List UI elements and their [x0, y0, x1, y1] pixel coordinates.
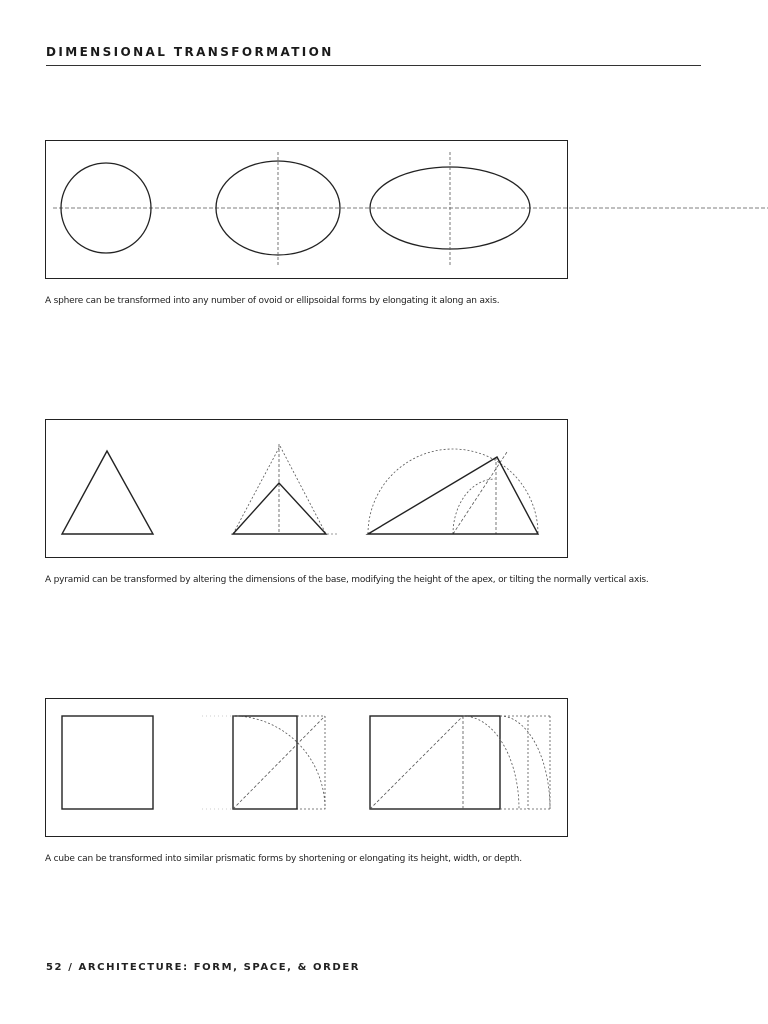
sphere-caption: A sphere can be transformed into any number of ovoid or ellipsoidal forms by elongating it along an axis.	[45, 296, 500, 306]
figure-frame	[46, 141, 568, 279]
page-footer: 52 / ARCHITECTURE: FORM, SPACE, & ORDER	[46, 962, 361, 973]
figure-frame	[46, 420, 568, 558]
pyramid-diagram	[45, 419, 568, 558]
cube-caption: A cube can be transformed into similar prismatic forms by shortening or elongating its height, width, or depth.	[45, 854, 522, 864]
tilted-pyramid-triangle	[368, 457, 538, 534]
elongated-rectangle	[370, 716, 500, 809]
pyramid-caption: A pyramid can be transformed by altering the dimensions of the base, modifying the height of the apex, or tilting the normally vertical axis.	[45, 575, 649, 585]
sphere-diagram	[45, 140, 568, 279]
figure-pyramid-transformation	[45, 419, 568, 558]
figure-sphere-transformation	[45, 140, 568, 279]
elongated-arc-2	[500, 716, 550, 809]
tall-pyramid-outline	[233, 446, 326, 534]
tilt-arc-large	[368, 449, 538, 534]
pyramid-triangle	[62, 451, 153, 534]
cube-square	[62, 716, 153, 809]
figure-frame	[46, 699, 568, 837]
shortened-rectangle	[233, 716, 297, 809]
cube-diagram	[45, 698, 568, 837]
shortened-diagonal	[233, 716, 325, 809]
elongated-diagonal	[370, 716, 463, 809]
figure-cube-transformation	[45, 698, 568, 837]
tilted-axis-line	[453, 452, 507, 534]
elongated-arc-1	[463, 716, 519, 809]
page-header-title: DIMENSIONAL TRANSFORMATION	[46, 45, 334, 59]
tilt-arc-small	[453, 479, 495, 534]
header-rule	[46, 65, 701, 66]
